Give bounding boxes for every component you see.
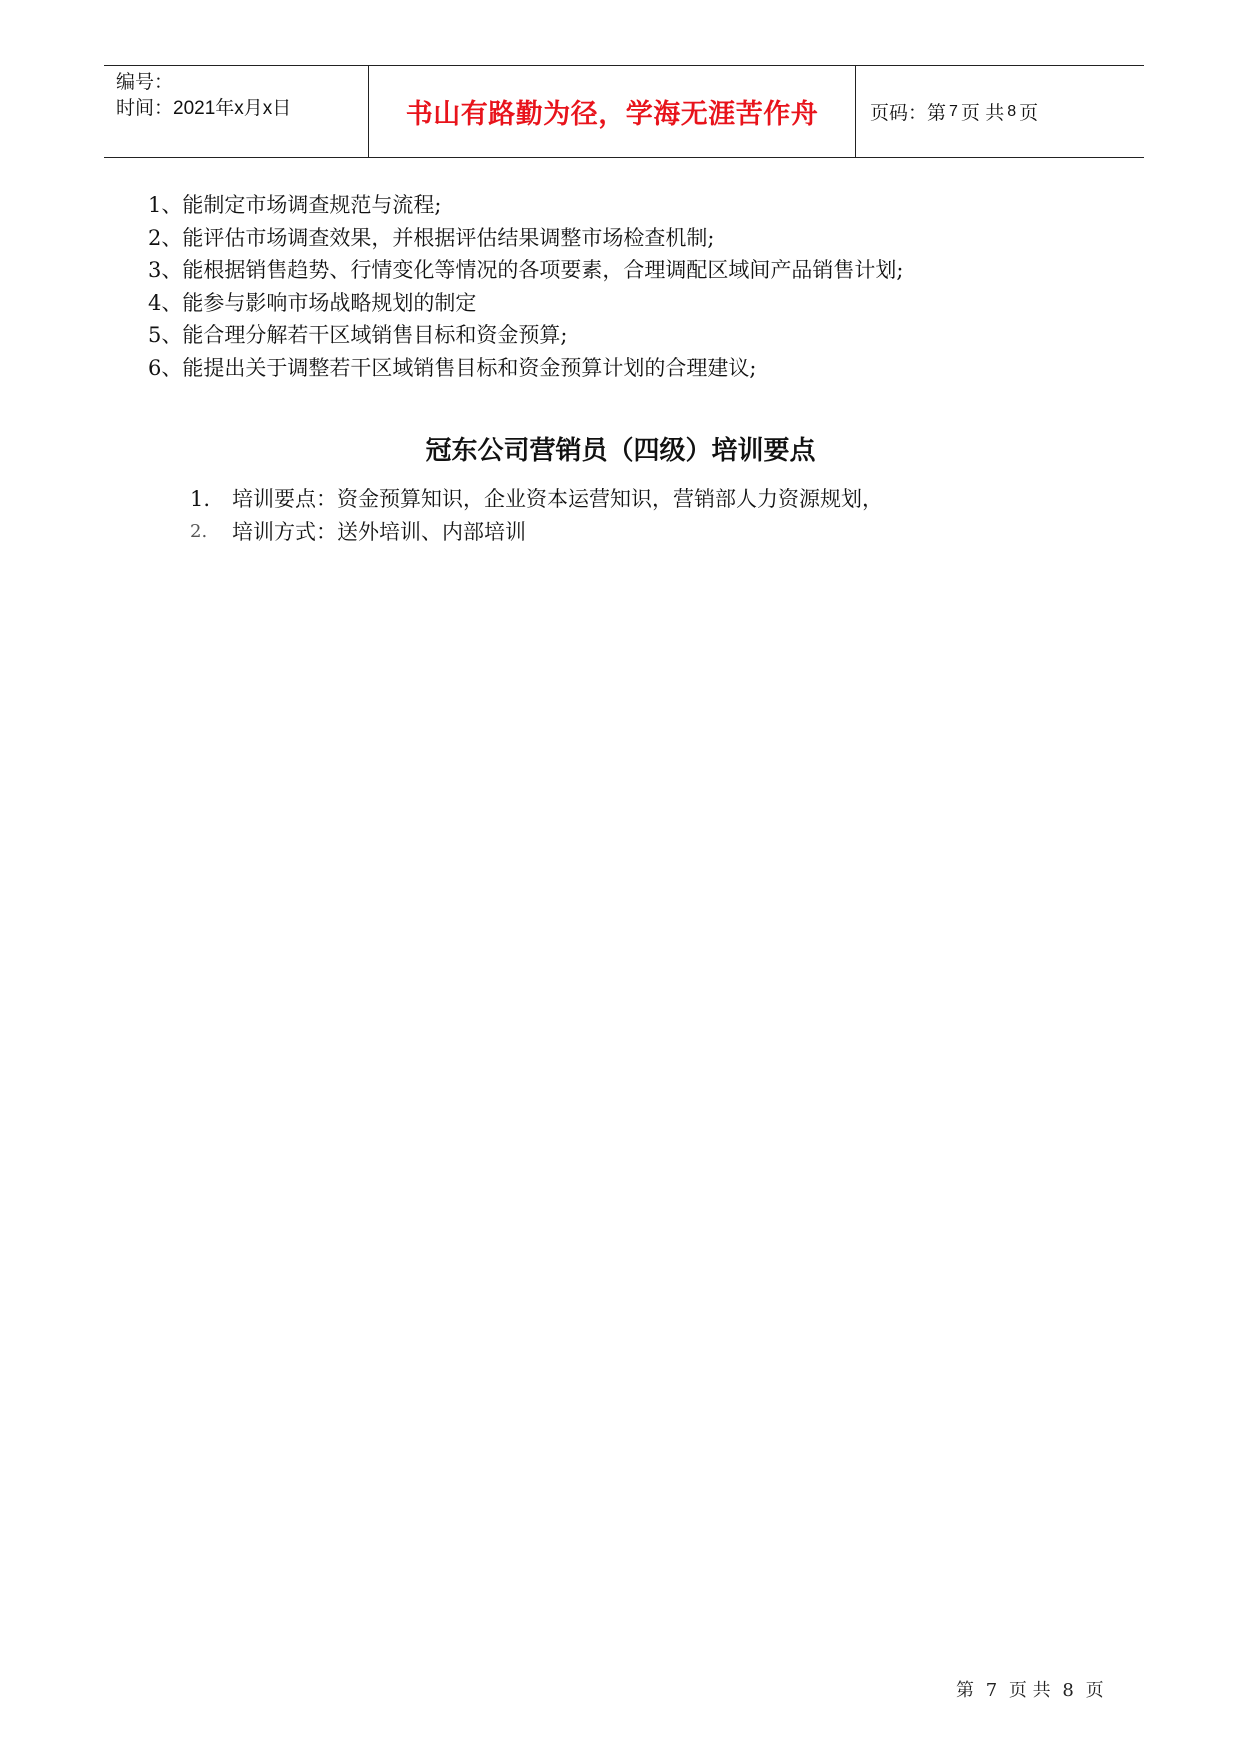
- page-code-suffix: 页: [1019, 103, 1039, 124]
- list-item-index: 1.: [190, 487, 211, 511]
- page-header: [104, 65, 1144, 158]
- list-item: [190, 516, 883, 549]
- list-item: 4、能参与影响市场战略规划的制定: [148, 290, 477, 315]
- ability-list: [148, 189, 903, 384]
- serial-label: 编号：: [116, 72, 174, 93]
- time-label: 时间：2021年x月x日: [116, 98, 292, 119]
- list-item-text: 培训方式：送外培训、内部培训: [232, 519, 526, 544]
- list-item: 5、能合理分解若干区域销售目标和资金预算;: [148, 323, 568, 347]
- page-footer: [956, 1676, 1104, 1702]
- page-code-prefix: 页码：第: [870, 103, 947, 124]
- header-motto: 书山有路勤为径，学海无涯苦作舟: [405, 99, 819, 130]
- header-motto-cell: [369, 66, 856, 157]
- header-page-code: [856, 66, 1144, 157]
- header-meta: [104, 66, 369, 157]
- section-title: 冠东公司营销员（四级）培训要点: [425, 436, 816, 466]
- list-item: 1、能制定市场调查规范与流程;: [148, 193, 442, 217]
- page-code-current: 7: [949, 102, 958, 120]
- list-item-index: 2.: [190, 520, 208, 542]
- list-item: 2、能评估市场调查效果，并根据评估结果调整市场检查机制;: [148, 225, 715, 250]
- footer-current-page: 7: [985, 1680, 998, 1701]
- footer-total-pages: 8: [1062, 1680, 1074, 1701]
- list-item: 3、能根据销售趋势、行情变化等情况的各项要素，合理调配区域间产品销售计划;: [148, 258, 904, 282]
- list-item: 6、能提出关于调整若干区域销售目标和资金预算计划的合理建议;: [148, 355, 757, 380]
- list-item-text: 培训要点：资金预算知识，企业资本运营知识，营销部人力资源规划，: [232, 487, 883, 511]
- training-list: [190, 483, 883, 548]
- footer-mid: 页 共: [1008, 1680, 1051, 1701]
- footer-suffix: 页: [1085, 1680, 1104, 1701]
- page-code-mid: 页 共: [960, 103, 1005, 124]
- footer-prefix: 第: [956, 1680, 974, 1701]
- page-code-total: 8: [1007, 102, 1017, 120]
- list-item: [190, 483, 883, 516]
